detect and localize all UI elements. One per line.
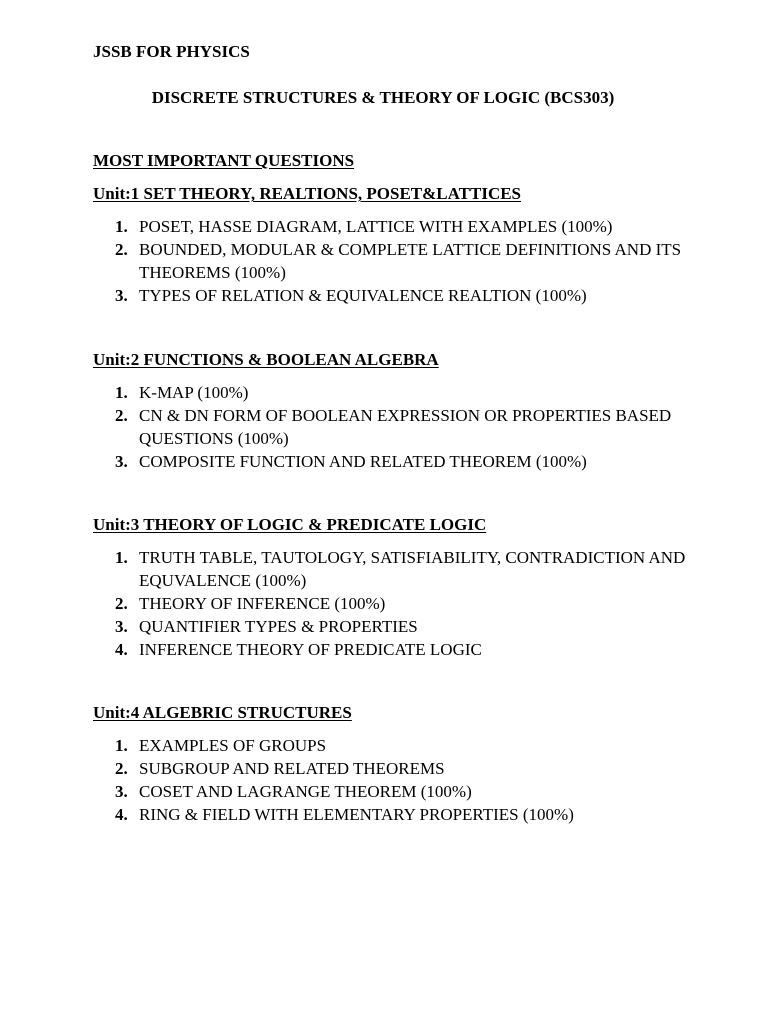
item-text: SUBGROUP AND RELATED THEOREMS (139, 759, 445, 778)
item-number: 4. (115, 805, 128, 824)
document-title (0, 88, 768, 108)
unit-3-heading: Unit:3 THEORY OF LOGIC & PREDICATE LOGIC (93, 515, 487, 534)
item-text: EXAMPLES OF GROUPS (139, 736, 327, 755)
item-text: INFERENCE THEORY OF PREDICATE LOGIC (139, 640, 482, 659)
item-number: 2. (115, 759, 128, 778)
item-number: 1. (115, 217, 128, 236)
list-item (93, 734, 693, 757)
most-important-heading: MOST IMPORTANT QUESTIONS (93, 151, 355, 170)
item-text: COSET AND LAGRANGE THEOREM (100%) (139, 782, 472, 801)
item-text: COMPOSITE FUNCTION AND RELATED THEOREM (100%) (139, 452, 587, 471)
unit-1-heading: Unit:1 SET THEORY, REALTIONS, POSET&LATTICES (93, 184, 522, 203)
list-item (93, 284, 693, 307)
list-item (93, 803, 693, 826)
item-text: THEORY OF INFERENCE (100%) (139, 594, 386, 613)
item-number: 1. (115, 383, 128, 402)
document-title-text: DISCRETE STRUCTURES & THEORY OF LOGIC (BCS303) (151, 88, 615, 107)
list-item (93, 615, 693, 638)
item-number: 3. (115, 617, 128, 636)
item-number: 2. (115, 406, 128, 425)
item-text: TYPES OF RELATION & EQUIVALENCE REALTION (100%) (139, 286, 587, 305)
unit-4-list (93, 734, 693, 826)
item-text: POSET, HASSE DIAGRAM, LATTICE WITH EXAMPLES (100%) (139, 217, 613, 236)
list-item (93, 238, 693, 284)
item-number: 1. (115, 548, 128, 567)
org-header: JSSB FOR PHYSICS (93, 42, 250, 61)
item-text: RING & FIELD WITH ELEMENTARY PROPERTIES (100%) (139, 805, 574, 824)
list-item (93, 638, 693, 661)
item-text: K-MAP (100%) (139, 383, 249, 402)
unit-1-list (93, 215, 693, 307)
item-text: TRUTH TABLE, TAUTOLOGY, SATISFIABILITY, CONTRADICTION AND EQUVALENCE (100%) (139, 548, 686, 590)
list-item (93, 757, 693, 780)
list-item (93, 780, 693, 803)
item-text: QUANTIFIER TYPES & PROPERTIES (139, 617, 418, 636)
item-text: CN & DN FORM OF BOOLEAN EXPRESSION OR PROPERTIES BASED QUESTIONS (100%) (139, 406, 672, 448)
item-number: 2. (115, 240, 128, 259)
unit-3-list (93, 546, 693, 661)
unit-2-heading: Unit:2 FUNCTIONS & BOOLEAN ALGEBRA (93, 350, 439, 369)
item-number: 4. (115, 640, 128, 659)
item-number: 1. (115, 736, 128, 755)
unit-2-list (93, 381, 693, 473)
item-number: 2. (115, 594, 128, 613)
item-number: 3. (115, 452, 128, 471)
list-item (93, 404, 693, 450)
list-item (93, 546, 693, 592)
unit-4-heading: Unit:4 ALGEBRIC STRUCTURES (93, 703, 352, 722)
item-text: BOUNDED, MODULAR & COMPLETE LATTICE DEFINITIONS AND ITS THEOREMS (100%) (139, 240, 682, 282)
list-item (93, 215, 693, 238)
list-item (93, 592, 693, 615)
item-number: 3. (115, 286, 128, 305)
item-number: 3. (115, 782, 128, 801)
list-item (93, 381, 693, 404)
list-item (93, 450, 693, 473)
